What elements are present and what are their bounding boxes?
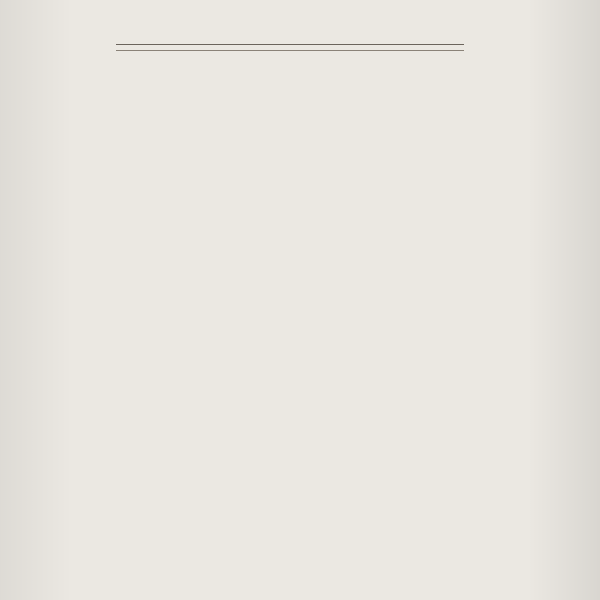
index-text-area [116,30,464,51]
section-divider [116,50,464,51]
page-header [116,30,464,45]
